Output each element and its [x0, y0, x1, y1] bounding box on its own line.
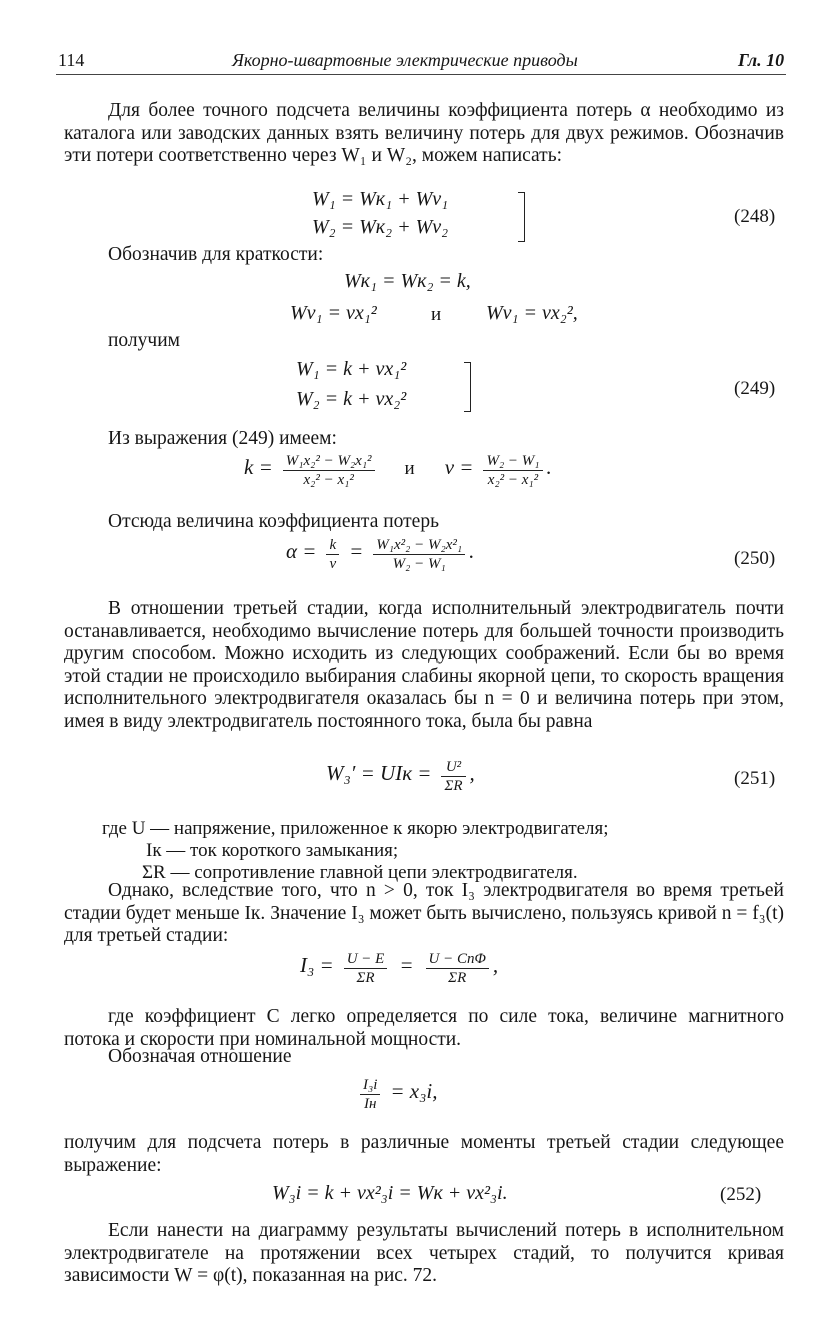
eq252-tag: (252)	[720, 1184, 762, 1205]
eq-k-end: .	[546, 455, 552, 480]
eq-k-v	[244, 452, 552, 489]
eq-v-lhs: v =	[444, 455, 474, 480]
eq250-lhs: α =	[286, 539, 317, 564]
eq-i3-denominator-2: ΣR	[448, 970, 467, 986]
paragraph-9: Обозначая отношение	[108, 1046, 292, 1067]
eq-i3-equals: =	[399, 953, 414, 978]
paragraph-6: В отношении третьей стадии, когда исполнительный электродвигатель почти останавливается, необходимо вычисление потерь для большей точности производить другим способом. Можно исходить из следующих соображений. Если бы во время этой стадии не происходило выбирания слабины якорной цепи, то скорость вращения исполнительного электродвигателя оказалась бы n = 0 и величина потерь при этом, имея в виду электродвигатель постоянного тока, была бы равна	[64, 598, 784, 732]
eq-ratio	[360, 1076, 438, 1113]
eq-short-line1: Wк₁ = Wк₂ = k,	[344, 270, 471, 292]
eq-v-denominator: x₂² − x₁²	[487, 472, 539, 488]
eq-ratio-denominator: Iн	[363, 1096, 377, 1112]
eq248-tag: (248)	[734, 206, 776, 227]
eq248-brace	[518, 192, 525, 242]
eq250-equals: =	[349, 539, 364, 564]
paragraph-3: получим	[108, 330, 180, 351]
eq251-denominator: ΣR	[444, 778, 463, 794]
eq252-line: W₃i = k + vx²₃i = Wк + vx²₃i.	[272, 1182, 508, 1204]
eq251-lhs: W₃′ = UIк =	[326, 761, 432, 786]
paragraph-10: получим для подсчета потерь в различные моменты третьей стадии следующее выражение:	[64, 1132, 784, 1176]
eq-i3-fraction-2	[426, 950, 489, 987]
paragraph-4: Из выражения (249) имеем:	[108, 428, 337, 449]
paragraph-1: Для более точного подсчета величины коэффициента потерь α необходимо из каталога или заводских данных взять величину потерь для двух режимов. Обозначив эти потери соответственно через W₁ и W₂, можем написать:	[64, 100, 784, 166]
eq251-numerator: U²	[441, 758, 465, 777]
eq-short-and: и	[431, 304, 442, 325]
eq250-end: .	[469, 539, 475, 564]
eq249-line2: W₂ = k + vx₂²	[296, 388, 407, 410]
eq251-end: ,	[469, 761, 475, 786]
eq251-tag: (251)	[734, 768, 776, 789]
eq-v-fraction	[483, 452, 542, 489]
page-number: 114	[58, 50, 85, 70]
eq249-brace	[464, 362, 471, 412]
chapter-label: Гл. 10	[738, 50, 785, 70]
eq-short-line2b: Wv₁ = vx₂²,	[486, 302, 578, 324]
eq250-numerator-2: W₁x²₂ − W₂x²₁	[373, 536, 465, 555]
eq-k-numerator: W₁x₂² − W₂x₁²	[283, 452, 375, 471]
where-line-2: Iк — ток короткого замыкания;	[146, 840, 399, 861]
eq-i3	[300, 950, 498, 987]
eq250-denominator-2: W₂ − W₁	[392, 556, 446, 572]
paragraph-11: Если нанести на диаграмму результаты вычислений потерь в исполнительном электродвигателе на протяжении всех четырех стадий, то получится кривая зависимости W = φ(t), показанная на рис. 72.	[64, 1220, 784, 1286]
paragraph-5: Отсюда величина коэффициента потерь	[108, 511, 439, 532]
paragraph-7: Однако, вследствие того, что n > 0, ток I₃ электродвигателя во время третьей стадии будет меньше Iк. Значение I₃ может быть вычислено, пользуясь кривой n = f₃(t) для третьей стадии:	[64, 880, 784, 946]
paragraph-8: где коэффициент C легко определяется по силе тока, величине магнитного потока и скорости при номинальной мощности.	[64, 1006, 784, 1050]
eq250-tag: (250)	[734, 548, 776, 569]
eq-ratio-numerator: I₃i	[360, 1076, 380, 1095]
eq-i3-fraction-1	[344, 950, 388, 987]
eq-k-denominator: x₂² − x₁²	[303, 472, 354, 488]
eq-k-and: и	[404, 458, 415, 480]
where-line-3: ΣR — сопротивление главной цепи электродвигателя.	[142, 862, 578, 883]
header-rule	[56, 74, 786, 75]
eq-short-line2a: Wv₁ = vx₁²	[290, 302, 377, 324]
eq251	[326, 758, 475, 795]
eq-ratio-fraction	[360, 1076, 380, 1113]
eq-i3-lhs: I₃ =	[300, 953, 334, 978]
eq250-fraction-1	[326, 536, 339, 573]
eq250-denominator-1: v	[329, 556, 337, 572]
eq-v-numerator: W₂ − W₁	[483, 452, 542, 471]
eq250-fraction-2	[373, 536, 465, 573]
paragraph-2: Обозначив для краткости:	[108, 244, 324, 265]
eq-i3-numerator-1: U − E	[344, 950, 388, 969]
eq248-line2: W₂ = Wк₂ + Wv₂	[312, 216, 449, 238]
eq-ratio-rhs: = x₃i,	[390, 1079, 438, 1104]
eq-i3-denominator-1: ΣR	[356, 970, 375, 986]
where-line-1: где U — напряжение, приложенное к якорю электродвигателя;	[102, 818, 609, 839]
eq-k-fraction	[283, 452, 375, 489]
eq248-line1: W₁ = Wк₁ + Wv₁	[312, 188, 449, 210]
eq250-numerator-1: k	[326, 536, 339, 555]
eq-k-lhs: k =	[244, 455, 273, 480]
running-title: Якорно-швартовные электрические приводы	[232, 50, 578, 70]
eq251-fraction	[441, 758, 465, 795]
eq-i3-end: ,	[492, 953, 499, 978]
eq250	[286, 536, 474, 573]
eq249-line1: W₁ = k + vx₁²	[296, 358, 407, 380]
eq249-tag: (249)	[734, 378, 776, 399]
eq-i3-numerator-2: U − CnΦ	[426, 950, 489, 969]
